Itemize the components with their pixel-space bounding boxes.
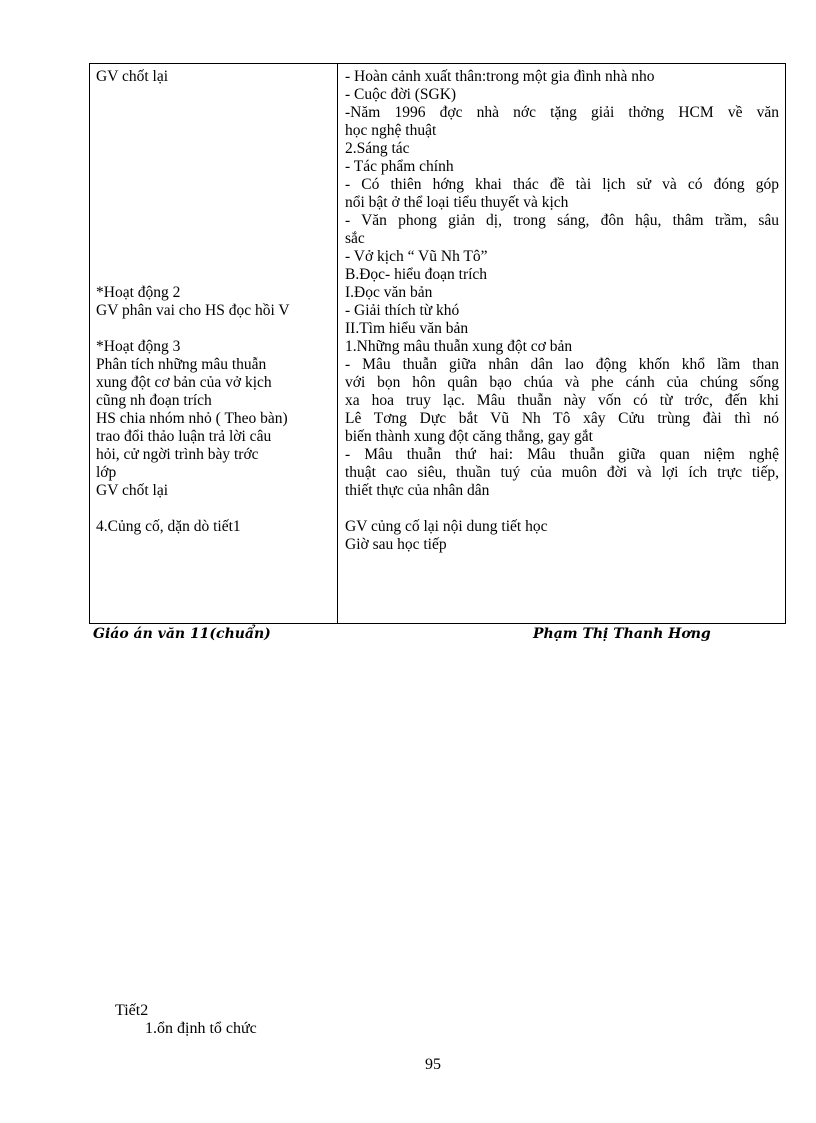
section-item: 1.ổn định tổ chức xyxy=(145,1020,257,1037)
right-line: học nghệ thuật xyxy=(345,122,437,139)
right-line: nổi bật ở thể loại tiểu thuyết và kịch xyxy=(345,194,569,211)
left-line xyxy=(96,140,334,158)
right-line: thuật cao siêu, thuần tuý của muôn đời và lợi ích trực tiếp, xyxy=(345,464,779,481)
right-line: Giờ sau học tiếp xyxy=(345,536,447,553)
left-line xyxy=(96,158,334,176)
left-line: hỏi, cử ngời trình bày trớc xyxy=(96,446,259,463)
column-divider xyxy=(337,64,338,623)
right-line: GV củng cố lại nội dung tiết học xyxy=(345,518,548,535)
left-column xyxy=(96,68,334,536)
left-line: GV chốt lại xyxy=(96,68,169,85)
right-line: - Văn phong giản dị, trong sáng, đôn hậu, thâm trầm, sâu xyxy=(345,212,779,229)
right-line xyxy=(345,500,779,518)
footer-author: Phạm Thị Thanh Hơng xyxy=(533,626,711,642)
left-line: 4.Củng cố, dặn dò tiết1 xyxy=(96,518,241,535)
left-line: cũng nh đoạn trích xyxy=(96,392,212,409)
left-line xyxy=(96,320,334,338)
footer-course-title: Giáo án văn 11(chuẩn) xyxy=(93,626,271,642)
section-heading-tiet: Tiết2 xyxy=(115,1002,149,1019)
left-line: xung đột cơ bản của vở kịch xyxy=(96,374,272,391)
left-line: lớp xyxy=(96,464,117,481)
left-line xyxy=(96,194,334,212)
right-line: - Mâu thuẫn giữa nhân dân lao động khốn khổ lầm than xyxy=(345,356,779,373)
right-line: - Tác phẩm chính xyxy=(345,158,454,175)
left-line xyxy=(96,266,334,284)
left-line xyxy=(96,230,334,248)
left-line: *Hoạt động 3 xyxy=(96,338,181,355)
lesson-table xyxy=(89,63,786,624)
right-line: - Mâu thuẫn thứ hai: Mâu thuẫn giữa quan niệm nghệ xyxy=(345,446,779,463)
right-line: I.Đọc văn bản xyxy=(345,284,433,301)
right-line: -Năm 1996 đợc nhà nớc tặng giải thởng HCM về văn xyxy=(345,104,779,121)
page-number: 95 xyxy=(425,1056,441,1073)
right-line: thiết thực của nhân dân xyxy=(345,482,490,499)
right-line: - Hoàn cảnh xuất thân:trong một gia đình nhà nho xyxy=(345,68,655,85)
right-line: 1.Những mâu thuẫn xung đột cơ bản xyxy=(345,338,573,355)
right-line: - Cuộc đời (SGK) xyxy=(345,86,457,103)
right-column xyxy=(345,68,779,554)
right-line: sắc xyxy=(345,230,365,247)
right-line: - Giải thích từ khó xyxy=(345,302,460,319)
left-line: *Hoạt động 2 xyxy=(96,284,181,301)
left-line: HS chia nhóm nhỏ ( Theo bàn) xyxy=(96,410,288,427)
right-line: B.Đọc- hiểu đoạn trích xyxy=(345,266,488,283)
left-line xyxy=(96,176,334,194)
left-line xyxy=(96,86,334,104)
left-line xyxy=(96,248,334,266)
right-line: xa hoa truy lạc. Mâu thuẫn này vốn có từ trớc, đến khi xyxy=(345,392,779,409)
left-line: trao đổi thảo luận trả lời câu xyxy=(96,428,272,445)
right-line: - Vở kịch “ Vũ Nh Tô” xyxy=(345,248,488,265)
right-line: II.Tìm hiểu văn bản xyxy=(345,320,469,337)
left-line: GV chốt lại xyxy=(96,482,169,499)
right-line: với bọn hôn quân bạo chúa và phe cánh của chúng sống xyxy=(345,374,779,391)
left-line xyxy=(96,122,334,140)
left-line: GV phân vai cho HS đọc hồi V xyxy=(96,302,290,319)
right-line: biến thành xung đột căng thẳng, gay gắt xyxy=(345,428,593,445)
right-line: - Có thiên hớng khai thác đề tài lịch sử và có đóng góp xyxy=(345,176,779,193)
left-line xyxy=(96,500,334,518)
left-line xyxy=(96,104,334,122)
left-line: Phân tích những mâu thuẫn xyxy=(96,356,267,373)
left-line xyxy=(96,212,334,230)
right-line: 2.Sáng tác xyxy=(345,140,410,157)
right-line: Lê Tơng Dực bắt Vũ Nh Tô xây Cửu trùng đài thì nó xyxy=(345,410,779,427)
